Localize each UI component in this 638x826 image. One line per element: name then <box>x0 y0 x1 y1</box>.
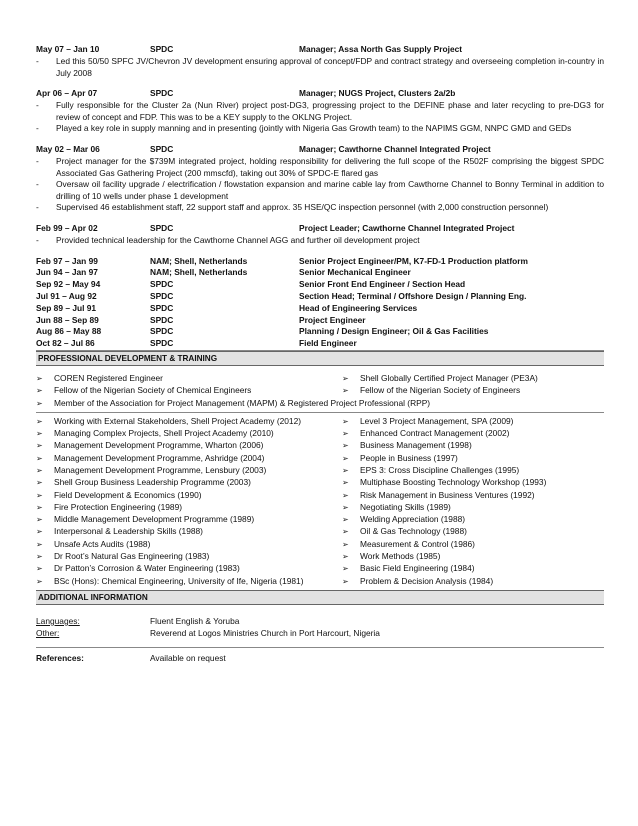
list-entry <box>342 563 475 573</box>
job-bullet-text: Provided technical leadership for the Cawthorne Channel AGG and further oil development project <box>56 234 420 245</box>
bullet-dash: - <box>36 56 39 66</box>
list-entry-text: People in Business (1997) <box>360 452 458 463</box>
arrow-bullet-icon: ➢ <box>36 373 43 383</box>
arrow-bullet-icon: ➢ <box>36 490 43 500</box>
arrow-bullet-icon: ➢ <box>342 429 349 439</box>
list-entry <box>342 428 509 438</box>
list-entry-text: Welding Appreciation (1988) <box>360 514 466 525</box>
list-item <box>36 465 604 477</box>
list-item <box>36 563 604 575</box>
list-item <box>36 428 604 440</box>
arrow-bullet-icon: ➢ <box>342 515 349 525</box>
history-role: Senior Front End Engineer / Section Head <box>299 279 466 290</box>
list-item <box>36 576 604 588</box>
arrow-bullet-icon: ➢ <box>342 502 349 512</box>
list-entry <box>36 576 304 586</box>
arrow-bullet-icon: ➢ <box>36 416 43 426</box>
job-bullet <box>36 156 604 179</box>
history-organization: SPDC <box>150 290 174 301</box>
list-entry-text: Fire Protection Engineering (1989) <box>54 501 183 512</box>
history-date: Oct 82 – Jul 86 <box>36 338 95 349</box>
bullet-dash: - <box>36 202 39 213</box>
history-organization: SPDC <box>150 314 174 325</box>
job-role: Manager; Assa North Gas Supply Project <box>299 44 463 54</box>
history-organization: NAM; Shell, Netherlands <box>150 255 248 266</box>
bullet-dash: - <box>36 100 39 111</box>
arrow-bullet-icon: ➢ <box>342 465 349 475</box>
history-organization: SPDC <box>150 326 174 337</box>
history-date: Feb 97 – Jan 99 <box>36 255 98 266</box>
job-bullet-text: Led this 50/50 SPFC JV/Chevron JV development ensuring approval of concept/FDP and contract strategy and overseeing completion in-country in July 2008 <box>56 56 604 78</box>
job-date: Feb 99 – Apr 02 <box>36 222 98 233</box>
section-heading-professional-development: PROFESSIONAL DEVELOPMENT & TRAINING <box>36 351 604 366</box>
languages-value: Fluent English & Yoruba <box>150 615 240 626</box>
history-row <box>36 279 604 291</box>
other-value: Reverend at Logos Ministries Church in Port Harcourt, Nigeria <box>150 627 380 638</box>
job-bullet <box>36 56 604 79</box>
history-organization: SPDC <box>150 338 174 349</box>
list-entry <box>36 551 209 561</box>
list-entry <box>342 502 451 512</box>
history-date: Jun 88 – Sep 89 <box>36 314 99 325</box>
list-entry-text: BSc (Hons): Chemical Engineering, University of Ife, Nigeria (1981) <box>54 575 304 586</box>
list-entry-text: Shell Globally Certified Project Manager (PE3A) <box>360 372 538 383</box>
arrow-bullet-icon: ➢ <box>36 441 43 451</box>
list-entry <box>36 477 251 487</box>
section-heading-additional-information: ADDITIONAL INFORMATION <box>36 590 604 605</box>
list-entry <box>36 373 163 383</box>
arrow-bullet-icon: ➢ <box>342 453 349 463</box>
list-entry-text: Measurement & Control (1986) <box>360 538 475 549</box>
list-entry <box>36 490 202 500</box>
history-date: Jun 94 – Jan 97 <box>36 267 98 278</box>
job-organization: SPDC <box>150 88 174 99</box>
list-entry-text: Fellow of the Nigerian Society of Engineers <box>360 385 521 396</box>
bullet-dash: - <box>36 179 39 190</box>
job-bullet-text: Supervised 46 establishment staff, 22 support staff and approx. 35 HSE/QC inspection personnel (with 2,000 construction personnel) <box>56 202 549 213</box>
arrow-bullet-icon: ➢ <box>36 539 43 549</box>
list-entry <box>342 539 475 549</box>
list-item <box>36 440 604 452</box>
job-role: Manager; Cawthorne Channel Integrated Project <box>299 143 491 154</box>
job-organization: SPDC <box>150 44 174 54</box>
job-history-detailed <box>36 44 604 247</box>
languages-row <box>36 616 604 628</box>
job-history-summary <box>36 256 604 350</box>
arrow-bullet-icon: ➢ <box>36 552 43 562</box>
list-entry <box>342 490 535 500</box>
list-entry <box>342 477 546 487</box>
history-organization: SPDC <box>150 279 174 290</box>
list-entry-text: Enhanced Contract Management (2002) <box>360 428 510 439</box>
arrow-bullet-icon: ➢ <box>342 576 349 586</box>
job-bullet <box>36 100 604 123</box>
arrow-bullet-icon: ➢ <box>342 539 349 549</box>
list-item <box>36 385 604 397</box>
history-role: Section Head; Terminal / Offshore Design / Planning Eng. <box>299 290 527 301</box>
job-bullet <box>36 179 604 202</box>
list-entry-text: Field Development & Economics (1990) <box>54 489 202 500</box>
arrow-bullet-icon: ➢ <box>36 527 43 537</box>
list-item <box>36 502 604 514</box>
list-entry-text: Fellow of the Nigerian Society of Chemical Engineers <box>54 385 252 396</box>
list-item <box>36 416 604 428</box>
arrow-bullet-icon: ➢ <box>342 490 349 500</box>
arrow-bullet-icon: ➢ <box>36 478 43 488</box>
arrow-bullet-icon: ➢ <box>36 515 43 525</box>
list-entry <box>342 385 520 395</box>
other-label: Other: <box>36 627 60 638</box>
arrow-bullet-icon: ➢ <box>36 398 43 408</box>
list-entry <box>36 514 254 524</box>
list-item <box>36 539 604 551</box>
arrow-bullet-icon: ➢ <box>342 373 349 383</box>
job-entry <box>36 88 604 135</box>
history-date: Sep 89 – Jul 91 <box>36 302 97 313</box>
history-row <box>36 338 604 350</box>
qualifications-list <box>36 373 604 410</box>
job-date: Apr 06 – Apr 07 <box>36 88 98 99</box>
history-date: Sep 92 – May 94 <box>36 279 101 290</box>
list-entry-text: Member of the Association for Project Management (MAPM) & Registered Project Professional (RPP) <box>54 397 431 408</box>
list-entry <box>36 539 150 549</box>
list-entry-text: Business Management (1998) <box>360 440 472 451</box>
list-entry-text: Shell Group Business Leadership Programme (2003) <box>54 477 251 488</box>
list-entry <box>36 453 264 463</box>
list-entry <box>36 428 274 438</box>
courses-list <box>36 416 604 588</box>
job-header <box>36 88 604 100</box>
arrow-bullet-icon: ➢ <box>36 429 43 439</box>
history-role: Project Engineer <box>299 314 366 325</box>
list-entry-text: Unsafe Acts Audits (1988) <box>54 538 151 549</box>
history-row <box>36 326 604 338</box>
history-organization: NAM; Shell, Netherlands <box>150 267 248 278</box>
list-entry <box>342 551 440 561</box>
arrow-bullet-icon: ➢ <box>342 478 349 488</box>
list-entry-text: Negotiating Skills (1989) <box>360 501 451 512</box>
job-bullet-text: Played a key role in supply manning and in presenting (jointly with Nigeria Gas Growth team) to the NAPIMS GGM, NNPC GMD and GEDs <box>56 123 572 134</box>
job-header <box>36 44 604 56</box>
list-entry <box>36 502 182 512</box>
other-row <box>36 628 604 640</box>
arrow-bullet-icon: ➢ <box>342 564 349 574</box>
arrow-bullet-icon: ➢ <box>342 416 349 426</box>
list-item <box>36 453 604 465</box>
history-role: Planning / Design Engineer; Oil & Gas Facilities <box>299 326 489 337</box>
history-role: Senior Mechanical Engineer <box>299 267 411 278</box>
list-entry-text: Managing Complex Projects, Shell Project Academy (2010) <box>54 428 274 439</box>
list-entry <box>342 576 493 586</box>
list-entry-text: Management Development Programme, Wharton (2006) <box>54 440 264 451</box>
languages-label: Languages: <box>36 615 80 626</box>
list-item <box>36 373 604 385</box>
list-entry <box>36 465 266 475</box>
list-entry <box>342 373 538 383</box>
list-entry-text: Problem & Decision Analysis (1984) <box>360 575 494 586</box>
job-organization: SPDC <box>150 143 174 154</box>
job-date: May 07 – Jan 10 <box>36 44 100 54</box>
history-row <box>36 303 604 315</box>
job-organization: SPDC <box>150 222 174 233</box>
job-bullet-text: Oversaw oil facility upgrade / electrification / flowstation expansion and marine cable lay from Cawthorne Channel to Bonny Terminal in addition to drilling of 10 wells under phase 1 development <box>56 179 604 201</box>
list-item <box>36 514 604 526</box>
history-role: Head of Engineering Services <box>299 302 418 313</box>
job-bullet-text: Project manager for the $739M integrated project, holding responsibility for delivering the full scope of the R502F comprising the biggest SPDC Associated Gas Gathering Project (200 mmscfd), taking out 30% of SPDC-E flared gas <box>56 155 604 178</box>
list-entry-text: EPS 3: Cross Discipline Challenges (1995) <box>360 464 520 475</box>
list-entry-text: Multiphase Boosting Technology Workshop (1993) <box>360 477 547 488</box>
list-entry-text: Management Development Programme, Ashridge (2004) <box>54 452 265 463</box>
history-organization: SPDC <box>150 302 174 313</box>
list-entry <box>36 440 263 450</box>
job-header <box>36 223 604 235</box>
list-entry-text: Dr Root’s Natural Gas Engineering (1983) <box>54 551 210 562</box>
job-entry <box>36 44 604 79</box>
history-row <box>36 291 604 303</box>
list-entry-text: COREN Registered Engineer <box>54 372 163 383</box>
job-bullet <box>36 202 604 214</box>
history-role: Field Engineer <box>299 338 357 349</box>
references-label: References: <box>36 652 84 663</box>
job-entry <box>36 144 604 214</box>
list-entry <box>36 385 251 395</box>
arrow-bullet-icon: ➢ <box>36 502 43 512</box>
job-bullet-text: Fully responsible for the Cluster 2a (Nun River) project post-DG3, progressing project to the DEFINE phase and later recycling to pre-DG3 for review of concept and FDP. This was to be a KEY supply to the OKLNG Project. <box>56 100 604 122</box>
list-entry-text: Work Methods (1985) <box>360 551 441 562</box>
arrow-bullet-icon: ➢ <box>36 576 43 586</box>
list-entry <box>342 465 519 475</box>
list-entry <box>342 453 458 463</box>
job-header <box>36 144 604 156</box>
job-entry <box>36 223 604 247</box>
list-entry-text: Dr Patton’s Corrosion & Water Engineering (1983) <box>54 563 240 574</box>
list-entry <box>36 526 203 536</box>
list-item <box>36 398 604 410</box>
history-row <box>36 256 604 268</box>
bullet-dash: - <box>36 123 39 134</box>
history-row <box>36 267 604 279</box>
job-bullet <box>36 235 604 247</box>
list-entry <box>342 440 472 450</box>
list-entry-text: Risk Management in Business Ventures (1992) <box>360 489 535 500</box>
list-entry-text: Interpersonal & Leadership Skills (1988) <box>54 526 203 537</box>
list-item <box>36 477 604 489</box>
history-date: Jul 91 – Aug 92 <box>36 290 97 301</box>
list-entry-text: Basic Field Engineering (1984) <box>360 563 475 574</box>
list-entry <box>36 416 301 426</box>
list-entry-text: Oil & Gas Technology (1988) <box>360 526 467 537</box>
job-date: May 02 – Mar 06 <box>36 143 100 154</box>
references-value: Available on request <box>150 652 226 663</box>
list-entry <box>342 416 513 426</box>
resume-page <box>36 44 604 665</box>
list-entry <box>36 563 240 573</box>
arrow-bullet-icon: ➢ <box>342 552 349 562</box>
job-bullet <box>36 123 604 135</box>
list-item <box>36 526 604 538</box>
arrow-bullet-icon: ➢ <box>36 453 43 463</box>
list-entry <box>342 526 467 536</box>
list-entry <box>342 514 465 524</box>
arrow-bullet-icon: ➢ <box>36 386 43 396</box>
history-date: Aug 86 – May 88 <box>36 326 102 337</box>
arrow-bullet-icon: ➢ <box>36 564 43 574</box>
list-entry-text: Management Development Programme, Lensbury (2003) <box>54 464 267 475</box>
list-entry-text: Level 3 Project Management, SPA (2009) <box>360 415 514 426</box>
history-row <box>36 315 604 327</box>
arrow-bullet-icon: ➢ <box>36 465 43 475</box>
job-role: Manager; NUGS Project, Clusters 2a/2b <box>299 88 456 99</box>
arrow-bullet-icon: ➢ <box>342 527 349 537</box>
list-entry-text: Working with External Stakeholders, Shell Project Academy (2012) <box>54 415 302 426</box>
list-entry <box>36 398 430 408</box>
arrow-bullet-icon: ➢ <box>342 386 349 396</box>
list-entry-text: Middle Management Development Programme (1989) <box>54 514 255 525</box>
list-item <box>36 551 604 563</box>
bullet-dash: - <box>36 155 39 166</box>
list-item <box>36 490 604 502</box>
references-row <box>36 653 604 665</box>
bullet-dash: - <box>36 234 39 245</box>
arrow-bullet-icon: ➢ <box>342 441 349 451</box>
history-role: Senior Project Engineer/PM, K7-FD-1 Production platform <box>299 255 528 266</box>
job-role: Project Leader; Cawthorne Channel Integrated Project <box>299 222 515 233</box>
